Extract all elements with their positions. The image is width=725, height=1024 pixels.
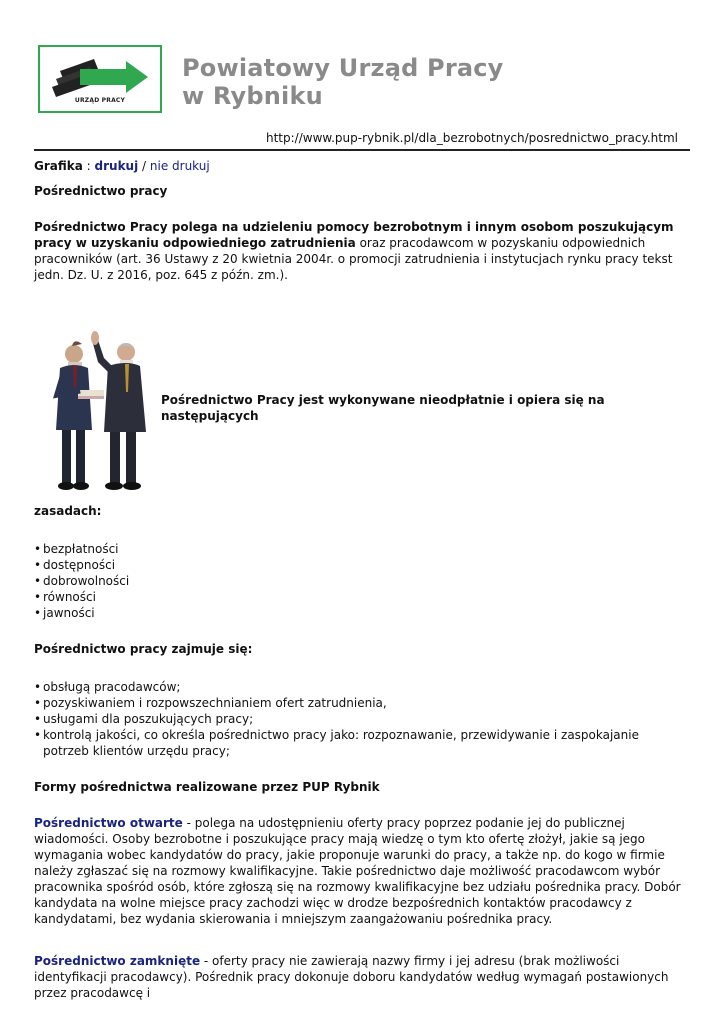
list-item: • równości	[34, 589, 686, 605]
tasks-list	[34, 679, 686, 759]
print-link[interactable]: drukuj	[94, 159, 139, 173]
page	[34, 0, 690, 1000]
handshake-photo	[34, 308, 160, 494]
principles-heading-cont: zasadach:	[34, 504, 102, 518]
logo[interactable]	[38, 45, 162, 113]
graphics-toggle	[34, 158, 686, 174]
page-url: http://www.pup-rybnik.pl/dla_bezrobotnych/posrednictwo_pracy.html	[266, 131, 678, 145]
principles-list	[34, 541, 686, 621]
org-name	[182, 54, 504, 110]
forms-heading: Formy pośrednictwa realizowane przez PUP Rybnik	[34, 780, 380, 794]
page-title: Pośrednictwo pracy	[34, 184, 168, 198]
closed-mediation-text: - oferty pracy nie zawierają nazwy firmy i jej adresu (brak możliwości identyfikacji pracodawcy). Pośrednik pracy dokonuje doboru kandydatów według wymagań postawionych przez pracodawcę i	[34, 954, 669, 1000]
list-item: • kontrolą jakości, co określa pośrednictwo pracy jako: rozpoznawanie, przewidywanie i zaspokajanie potrzeb klientów urzędu pracy;	[34, 727, 686, 759]
list-item: • usługami dla poszukujących pracy;	[34, 711, 686, 727]
principles-heading: Pośrednictwo Pracy jest wykonywane nieodpłatnie i opiera się na następujących	[161, 393, 605, 423]
no-print-link[interactable]: nie drukuj	[149, 159, 210, 173]
open-mediation-term: Pośrednictwo otwarte	[34, 816, 183, 830]
graphics-divider: /	[138, 159, 150, 173]
closed-mediation-paragraph	[34, 953, 686, 1001]
main-content	[34, 158, 686, 1001]
list-item: • dostępności	[34, 557, 686, 573]
intro-bold: Pośrednictwo Pracy polega na udzieleniu pomocy bezrobotnym i innym osobom poszukującym pracy w uzyskaniu odpowiedniego zatrudnienia	[34, 220, 674, 250]
closed-mediation-term: Pośrednictwo zamknięte	[34, 954, 201, 968]
list-item: • pozyskiwaniem i rozpowszechnianiem ofert zatrudnienia,	[34, 695, 686, 711]
open-mediation-paragraph	[34, 815, 686, 927]
graphics-separator: :	[82, 159, 95, 173]
header	[34, 0, 690, 122]
org-name-line-2: w Rybniku	[182, 82, 323, 110]
header-divider	[34, 149, 690, 151]
logo-caption: URZĄD PRACY	[74, 97, 126, 104]
intro-paragraph	[34, 219, 686, 283]
tasks-heading: Pośrednictwo pracy zajmuje się:	[34, 642, 253, 656]
open-mediation-text: - polega na udostępnieniu oferty pracy poprzez podanie jej do publicznej wiadomości. Osoby bezrobotne i poszukujące pracy mają wiedzę o tym kto ofertę złożył, jakie są jego wymagania wobec kandydatów do pracy, jakie proponuje warunki do pracy, a także np. do kogo w firmie należy zgłaszać się na rozmowy kwalifikacyjne. Takie pośrednictwo daje możliwość pracodawcom wybór pracownika spośród osób, które zgłoszą się na rozmowy kwalifikacyjne bez udziału pośrednika pracy. Dobór kandydata na wolne miejsce pracy zachodzi więc w drodze bezpośrednich kontaktów pracodawcy z kandydatami, bez wydania skierowania i mniejszym zaangażowaniu pośrednika pracy.	[34, 816, 681, 926]
org-name-line-1: Powiatowy Urząd Pracy	[182, 54, 504, 82]
list-item: • dobrowolności	[34, 573, 686, 589]
intro-text: oraz pracodawcom w pozyskaniu odpowiednich pracowników (art. 36 Ustawy z 20 kwietnia 2004r. o promocji zatrudnienia i instytucjach rynku pracy tekst jedn. Dz. U. z 2016, poz. 645 z późn. zm.).	[34, 236, 673, 282]
list-item: • obsługą pracodawców;	[34, 679, 686, 695]
graphics-label: Grafika	[34, 159, 83, 173]
list-item: • jawności	[34, 605, 686, 621]
list-item: • bezpłatności	[34, 541, 686, 557]
principles-figure	[34, 308, 686, 494]
